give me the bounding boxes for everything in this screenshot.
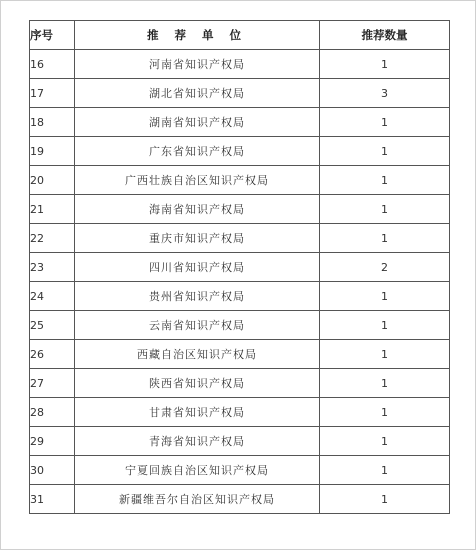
cell-unit: 重庆市知识产权局 xyxy=(75,224,320,253)
cell-count: 1 xyxy=(320,456,450,485)
cell-count: 2 xyxy=(320,253,450,282)
cell-unit: 云南省知识产权局 xyxy=(75,311,320,340)
table-row xyxy=(30,369,450,398)
cell-seq: 28 xyxy=(30,398,75,427)
cell-seq: 29 xyxy=(30,427,75,456)
table-row xyxy=(30,485,450,514)
cell-count: 1 xyxy=(320,108,450,137)
cell-seq: 19 xyxy=(30,137,75,166)
cell-count: 3 xyxy=(320,79,450,108)
cell-seq: 22 xyxy=(30,224,75,253)
cell-unit: 新疆维吾尔自治区知识产权局 xyxy=(75,485,320,514)
cell-unit: 四川省知识产权局 xyxy=(75,253,320,282)
cell-unit: 广东省知识产权局 xyxy=(75,137,320,166)
cell-seq: 16 xyxy=(30,50,75,79)
table-row xyxy=(30,195,450,224)
cell-unit: 陕西省知识产权局 xyxy=(75,369,320,398)
cell-seq: 30 xyxy=(30,456,75,485)
cell-unit: 贵州省知识产权局 xyxy=(75,282,320,311)
table-row xyxy=(30,456,450,485)
cell-count: 1 xyxy=(320,166,450,195)
table-row xyxy=(30,398,450,427)
cell-count: 1 xyxy=(320,340,450,369)
table-row xyxy=(30,282,450,311)
cell-seq: 23 xyxy=(30,253,75,282)
header-unit: 推 荐 单 位 xyxy=(75,21,320,50)
cell-count: 1 xyxy=(320,398,450,427)
cell-count: 1 xyxy=(320,369,450,398)
cell-seq: 26 xyxy=(30,340,75,369)
cell-count: 1 xyxy=(320,282,450,311)
cell-count: 1 xyxy=(320,311,450,340)
recommendation-table xyxy=(29,20,450,514)
table-row xyxy=(30,166,450,195)
cell-seq: 20 xyxy=(30,166,75,195)
header-seq: 序号 xyxy=(30,21,75,50)
table-row xyxy=(30,224,450,253)
cell-seq: 25 xyxy=(30,311,75,340)
table-row xyxy=(30,311,450,340)
cell-count: 1 xyxy=(320,50,450,79)
cell-seq: 17 xyxy=(30,79,75,108)
table-row xyxy=(30,108,450,137)
cell-count: 1 xyxy=(320,485,450,514)
cell-unit: 河南省知识产权局 xyxy=(75,50,320,79)
table-header-row xyxy=(30,21,450,50)
cell-unit: 甘肃省知识产权局 xyxy=(75,398,320,427)
cell-seq: 24 xyxy=(30,282,75,311)
table-row xyxy=(30,137,450,166)
cell-unit: 广西壮族自治区知识产权局 xyxy=(75,166,320,195)
cell-count: 1 xyxy=(320,137,450,166)
cell-unit: 宁夏回族自治区知识产权局 xyxy=(75,456,320,485)
cell-count: 1 xyxy=(320,224,450,253)
cell-count: 1 xyxy=(320,427,450,456)
cell-seq: 31 xyxy=(30,485,75,514)
table-row xyxy=(30,50,450,79)
header-count: 推荐数量 xyxy=(320,21,450,50)
cell-seq: 27 xyxy=(30,369,75,398)
cell-seq: 21 xyxy=(30,195,75,224)
table-row xyxy=(30,427,450,456)
cell-count: 1 xyxy=(320,195,450,224)
cell-unit: 西藏自治区知识产权局 xyxy=(75,340,320,369)
cell-unit: 湖北省知识产权局 xyxy=(75,79,320,108)
cell-unit: 湖南省知识产权局 xyxy=(75,108,320,137)
cell-seq: 18 xyxy=(30,108,75,137)
cell-unit: 海南省知识产权局 xyxy=(75,195,320,224)
cell-unit: 青海省知识产权局 xyxy=(75,427,320,456)
table-row xyxy=(30,253,450,282)
table-row xyxy=(30,340,450,369)
table-row xyxy=(30,79,450,108)
